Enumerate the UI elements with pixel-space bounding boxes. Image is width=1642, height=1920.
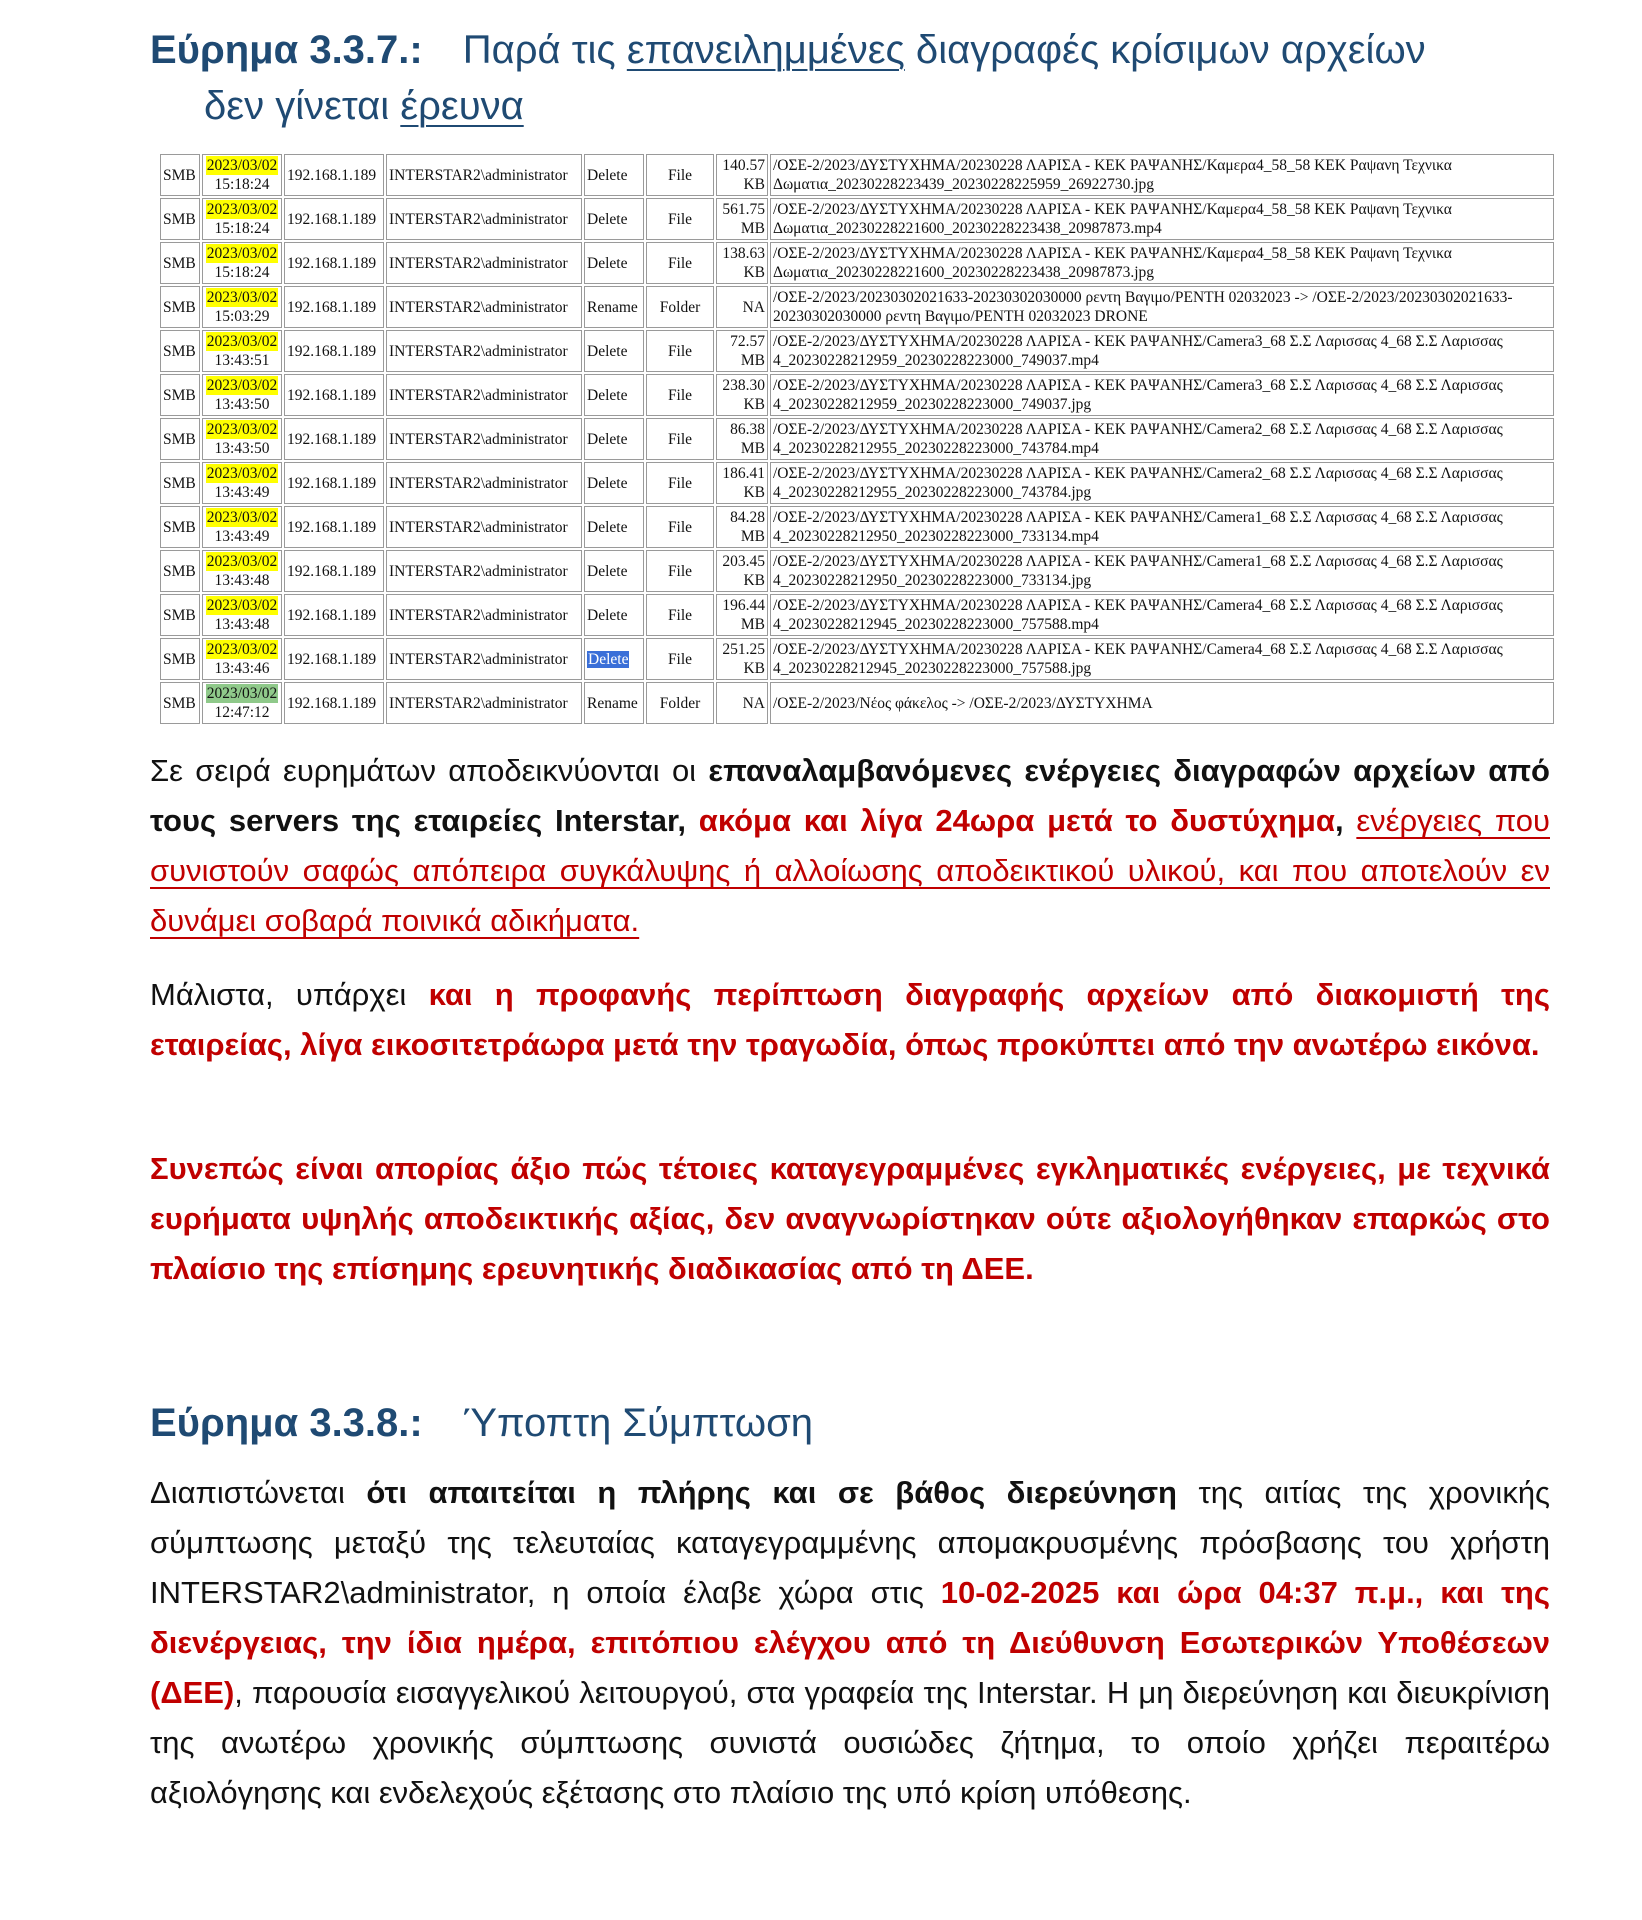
finding-label: Εύρημα 3.3.7.: [150, 28, 423, 72]
size-cell [716, 418, 768, 460]
size-cell [716, 550, 768, 592]
ip-cell: 192.168.1.189 [284, 330, 384, 372]
time-text: 15:03:29 [214, 308, 270, 325]
ip-cell: 192.168.1.189 [284, 550, 384, 592]
table-row [160, 242, 1554, 284]
date-highlight: 2023/03/02 [206, 333, 278, 350]
size-unit: MB [740, 352, 765, 369]
ip-cell: 192.168.1.189 [284, 374, 384, 416]
path-line2: Δωματια_20230228221600_20230228223438_20987873.mp4 [773, 220, 1162, 237]
table-row [160, 286, 1554, 328]
action-cell [584, 506, 644, 548]
path-line2: 4_20230228212945_20230228223000_757588.mp4 [773, 616, 1099, 633]
type-cell: File [646, 550, 714, 592]
size-value: 561.75 [722, 201, 765, 218]
path-line1: /ΟΣΕ-2/2023/ΔΥΣΤΥΧΗΜΑ/20230228 ΛΑΡΙΣΑ - ΚΕΚ ΡΑΨΑΝΗΣ/Camera2_68 Σ.Σ Λαρισσας 4_68 Σ.Σ Λαρισσας [773, 421, 1503, 438]
size-cell [716, 154, 768, 196]
path-line1: /ΟΣΕ-2/2023/20230302021633-20230302030000 ρεντη Βαγιμο/PENTH 02032023 -> /ΟΣΕ-2/2023/20230302021633- [773, 289, 1513, 306]
finding-title-line2: δεν γίνεται έρευνα [204, 84, 524, 128]
action-cell [584, 594, 644, 636]
path-cell [770, 638, 1554, 680]
finding-label: Εύρημα 3.3.8.: [150, 1401, 423, 1445]
timestamp-cell [202, 550, 282, 592]
path-cell [770, 462, 1554, 504]
action-text: Delete [587, 562, 628, 580]
timestamp-cell [202, 154, 282, 196]
size-unit: KB [743, 484, 765, 501]
protocol-cell: SMB [160, 374, 200, 416]
path-line1: /ΟΣΕ-2/2023/ΔΥΣΤΥΧΗΜΑ/20230228 ΛΑΡΙΣΑ - ΚΕΚ ΡΑΨΑΝΗΣ/Camera3_68 Σ.Σ Λαρισσας 4_68 Σ.Σ Λαρισσας [773, 333, 1503, 350]
size-value: 196.44 [722, 597, 765, 614]
type-cell: File [646, 154, 714, 196]
user-cell: INTERSTAR2\administrator [386, 374, 582, 416]
table-row [160, 330, 1554, 372]
size-unit: KB [743, 660, 765, 677]
user-cell: INTERSTAR2\administrator [386, 682, 582, 724]
finding-heading-337 [150, 22, 1426, 134]
type-cell: File [646, 242, 714, 284]
time-text: 13:43:50 [214, 396, 270, 413]
size-cell [716, 506, 768, 548]
table-row [160, 198, 1554, 240]
type-cell: File [646, 374, 714, 416]
protocol-cell: SMB [160, 330, 200, 372]
path-line2: 4_20230228212950_20230228223000_733134.mp4 [773, 528, 1099, 545]
ip-cell: 192.168.1.189 [284, 286, 384, 328]
type-cell: File [646, 330, 714, 372]
size-cell [716, 198, 768, 240]
size-unit: MB [740, 528, 765, 545]
action-cell [584, 286, 644, 328]
path-cell [770, 506, 1554, 548]
table-row [160, 682, 1554, 724]
date-highlight: 2023/03/02 [206, 377, 278, 394]
timestamp-cell [202, 594, 282, 636]
action-text: Delete [587, 386, 628, 404]
ip-cell: 192.168.1.189 [284, 418, 384, 460]
log-table [158, 152, 1556, 726]
size-unit: KB [743, 264, 765, 281]
path-line2: 4_20230228212950_20230228223000_733134.jpg [773, 572, 1092, 589]
path-line2: 4_20230228212959_20230228223000_749037.jpg [773, 396, 1092, 413]
table-row [160, 638, 1554, 680]
size-cell [716, 594, 768, 636]
timestamp-cell [202, 418, 282, 460]
user-cell: INTERSTAR2\administrator [386, 330, 582, 372]
path-cell [770, 594, 1554, 636]
timestamp-cell [202, 330, 282, 372]
date-highlight: 2023/03/02 [206, 509, 278, 526]
date-highlight: 2023/03/02 [206, 157, 278, 174]
time-text: 12:47:12 [214, 704, 270, 721]
action-text: Delete [588, 650, 629, 668]
user-cell: INTERSTAR2\administrator [386, 638, 582, 680]
protocol-cell: SMB [160, 462, 200, 504]
time-text: 15:18:24 [214, 220, 270, 237]
time-text: 13:43:49 [214, 484, 270, 501]
size-unit: KB [743, 396, 765, 413]
table-row [160, 154, 1554, 196]
type-cell: File [646, 462, 714, 504]
user-cell: INTERSTAR2\administrator [386, 154, 582, 196]
path-line2: 20230302030000 ρεντη Βαγιμο/PENTH 02032023 DRONE [773, 308, 1148, 325]
size-cell [716, 330, 768, 372]
action-text: Delete [587, 430, 628, 448]
user-cell: INTERSTAR2\administrator [386, 242, 582, 284]
size-unit: MB [740, 616, 765, 633]
date-highlight: 2023/03/02 [206, 685, 278, 702]
ip-cell: 192.168.1.189 [284, 242, 384, 284]
size-cell [716, 242, 768, 284]
user-cell: INTERSTAR2\administrator [386, 506, 582, 548]
date-highlight: 2023/03/02 [206, 597, 278, 614]
ip-cell: 192.168.1.189 [284, 198, 384, 240]
user-cell: INTERSTAR2\administrator [386, 594, 582, 636]
table-row [160, 594, 1554, 636]
path-cell [770, 374, 1554, 416]
size-value: 140.57 [722, 157, 765, 174]
time-text: 13:43:46 [214, 660, 270, 677]
type-cell: File [646, 638, 714, 680]
path-line2: 4_20230228212955_20230228223000_743784.mp4 [773, 440, 1099, 457]
size-cell [716, 682, 768, 724]
path-line2: 4_20230228212945_20230228223000_757588.jpg [773, 660, 1092, 677]
paragraph-suspicious-coincidence: Διαπιστώνεται ότι απαιτείται η πλήρης και σε βάθος διερεύνηση της αιτίας της χρονικής σύμπτωσης μεταξύ της τελευταίας καταγεγραμμένης απομακρυσμένης πρόσβασης του χρήστη INTERSTAR2\administrator, η οποία έλαβε χώρα στις 10-02-2025 και ώρα 04:37 π.μ., και της διενέργειας, την ίδια ημέρα, επιτόπιου ελέγχου από τη Διεύθυνση Εσωτερικών Υποθέσεων (ΔΕΕ), παρουσία εισαγγελικού λειτουργού, στα γραφεία της Interstar. Η μη διερεύνηση και διευκρίνιση της ανωτέρω χρονικής σύμπτωσης συνιστά ουσιώδες ζήτημα, το οποίο χρήζει περαιτέρω αξιολόγησης και ενδελεχούς εξέτασης στο πλαίσιο της υπό κρίση υπόθεσης. [150, 1475, 1550, 1810]
table-row [160, 550, 1554, 592]
date-highlight: 2023/03/02 [206, 201, 278, 218]
path-cell [770, 682, 1554, 724]
table-row [160, 374, 1554, 416]
path-line1: /ΟΣΕ-2/2023/ΔΥΣΤΥΧΗΜΑ/20230228 ΛΑΡΙΣΑ - ΚΕΚ ΡΑΨΑΝΗΣ/Camera1_68 Σ.Σ Λαρισσας 4_68 Σ.Σ Λαρισσας [773, 553, 1503, 570]
user-cell: INTERSTAR2\administrator [386, 286, 582, 328]
size-value: NA [742, 694, 765, 712]
path-cell [770, 242, 1554, 284]
table-row [160, 462, 1554, 504]
path-line1: /ΟΣΕ-2/2023/Νέος φάκελος -> /ΟΣΕ-2/2023/ΔΥΣΤΥΧΗΜΑ [773, 694, 1153, 712]
action-text: Delete [587, 518, 628, 536]
size-unit: KB [743, 176, 765, 193]
path-cell [770, 154, 1554, 196]
time-text: 13:43:48 [214, 572, 270, 589]
date-highlight: 2023/03/02 [206, 465, 278, 482]
path-line2: 4_20230228212959_20230228223000_749037.mp4 [773, 352, 1099, 369]
size-value: 203.45 [722, 553, 765, 570]
action-text: Rename [587, 694, 638, 712]
action-cell [584, 550, 644, 592]
date-highlight: 2023/03/02 [206, 553, 278, 570]
type-cell: File [646, 198, 714, 240]
ip-cell: 192.168.1.189 [284, 506, 384, 548]
type-cell: File [646, 594, 714, 636]
action-cell [584, 198, 644, 240]
path-line1: /ΟΣΕ-2/2023/ΔΥΣΤΥΧΗΜΑ/20230228 ΛΑΡΙΣΑ - ΚΕΚ ΡΑΨΑΝΗΣ/Καμερα4_58_58 ΚΕΚ Ραψανη Τεχνικα [773, 245, 1452, 262]
path-line1: /ΟΣΕ-2/2023/ΔΥΣΤΥΧΗΜΑ/20230228 ΛΑΡΙΣΑ - ΚΕΚ ΡΑΨΑΝΗΣ/Camera2_68 Σ.Σ Λαρισσας 4_68 Σ.Σ Λαρισσας [773, 465, 1503, 482]
time-text: 13:43:51 [214, 352, 270, 369]
action-text: Delete [587, 210, 628, 228]
finding-title: Παρά τις επανειλημμένες διαγραφές κρίσιμων αρχείων [462, 28, 1426, 72]
action-cell [584, 682, 644, 724]
time-text: 15:18:24 [214, 264, 270, 281]
size-unit: MB [740, 220, 765, 237]
action-text: Delete [587, 606, 628, 624]
ip-cell: 192.168.1.189 [284, 462, 384, 504]
timestamp-cell [202, 286, 282, 328]
action-cell [584, 242, 644, 284]
type-cell: Folder [646, 286, 714, 328]
size-value: 86.38 [730, 421, 765, 438]
action-cell [584, 330, 644, 372]
action-cell [584, 462, 644, 504]
size-value: 84.28 [730, 509, 765, 526]
size-value: 72.57 [730, 333, 765, 350]
action-text: Rename [587, 298, 638, 316]
size-value: NA [742, 298, 765, 316]
size-cell [716, 462, 768, 504]
protocol-cell: SMB [160, 594, 200, 636]
size-value: 138.63 [722, 245, 765, 262]
ip-cell: 192.168.1.189 [284, 154, 384, 196]
timestamp-cell [202, 462, 282, 504]
protocol-cell: SMB [160, 198, 200, 240]
paragraph-deletions: Σε σειρά ευρημάτων αποδεικνύονται οι επαναλαμβανόμενες ενέργειες διαγραφών αρχείων από τους servers της εταιρείες Interstar, ακόμα και λίγα 24ωρα μετά το δυστύχημα, ενέργειες που συνιστούν σαφώς απόπειρα συγκάλυψης ή αλλοίωσης αποδεικτικού υλικού, και που αποτελούν εν δυνάμει σοβαρά ποινικά αδικήματα. [150, 753, 1550, 938]
size-unit: MB [740, 440, 765, 457]
timestamp-cell [202, 242, 282, 284]
type-cell: Folder [646, 682, 714, 724]
size-cell [716, 286, 768, 328]
timestamp-cell [202, 198, 282, 240]
path-line1: /ΟΣΕ-2/2023/ΔΥΣΤΥΧΗΜΑ/20230228 ΛΑΡΙΣΑ - ΚΕΚ ΡΑΨΑΝΗΣ/Καμερα4_58_58 ΚΕΚ Ραψανη Τεχνικα [773, 157, 1452, 174]
protocol-cell: SMB [160, 682, 200, 724]
file-activity-log [158, 152, 1556, 726]
timestamp-cell [202, 506, 282, 548]
path-line1: /ΟΣΕ-2/2023/ΔΥΣΤΥΧΗΜΑ/20230228 ΛΑΡΙΣΑ - ΚΕΚ ΡΑΨΑΝΗΣ/Camera4_68 Σ.Σ Λαρισσας 4_68 Σ.Σ Λαρισσας [773, 641, 1503, 658]
action-cell [584, 154, 644, 196]
size-value: 238.30 [722, 377, 765, 394]
type-cell: File [646, 506, 714, 548]
ip-cell: 192.168.1.189 [284, 638, 384, 680]
paragraph-obvious-case: Μάλιστα, υπάρχει και η προφανής περίπτωση διαγραφής αρχείων από διακομιστή της εταιρείας, λίγα εικοσιτετράωρα μετά την τραγωδία, όπως προκύπτει από την ανωτέρω εικόνα. [150, 977, 1550, 1062]
path-line2: 4_20230228212955_20230228223000_743784.jpg [773, 484, 1092, 501]
path-cell [770, 198, 1554, 240]
path-line1: /ΟΣΕ-2/2023/ΔΥΣΤΥΧΗΜΑ/20230228 ΛΑΡΙΣΑ - ΚΕΚ ΡΑΨΑΝΗΣ/Καμερα4_58_58 ΚΕΚ Ραψανη Τεχνικα [773, 201, 1452, 218]
ip-cell: 192.168.1.189 [284, 682, 384, 724]
action-cell [584, 638, 644, 680]
date-highlight: 2023/03/02 [206, 641, 278, 658]
table-row [160, 418, 1554, 460]
time-text: 13:43:48 [214, 616, 270, 633]
timestamp-cell [202, 374, 282, 416]
timestamp-cell [202, 682, 282, 724]
path-line2: Δωματια_20230228223439_20230228225959_26922730.jpg [773, 176, 1155, 193]
date-highlight: 2023/03/02 [206, 245, 278, 262]
ip-cell: 192.168.1.189 [284, 594, 384, 636]
size-unit: KB [743, 572, 765, 589]
user-cell: INTERSTAR2\administrator [386, 198, 582, 240]
time-text: 13:43:50 [214, 440, 270, 457]
path-cell [770, 330, 1554, 372]
time-text: 13:43:49 [214, 528, 270, 545]
path-line1: /ΟΣΕ-2/2023/ΔΥΣΤΥΧΗΜΑ/20230228 ΛΑΡΙΣΑ - ΚΕΚ ΡΑΨΑΝΗΣ/Camera4_68 Σ.Σ Λαρισσας 4_68 Σ.Σ Λαρισσας [773, 597, 1503, 614]
finding-heading-338 [150, 1395, 813, 1451]
table-row [160, 506, 1554, 548]
action-text: Delete [587, 254, 628, 272]
date-highlight: 2023/03/02 [206, 289, 278, 306]
size-value: 186.41 [722, 465, 765, 482]
protocol-cell: SMB [160, 550, 200, 592]
type-cell: File [646, 418, 714, 460]
protocol-cell: SMB [160, 242, 200, 284]
protocol-cell: SMB [160, 638, 200, 680]
size-value: 251.25 [722, 641, 765, 658]
action-cell [584, 374, 644, 416]
user-cell: INTERSTAR2\administrator [386, 462, 582, 504]
finding-title: Ύποπτη Σύμπτωση [462, 1401, 814, 1445]
size-cell [716, 374, 768, 416]
protocol-cell: SMB [160, 418, 200, 460]
time-text: 15:18:24 [214, 176, 270, 193]
timestamp-cell [202, 638, 282, 680]
user-cell: INTERSTAR2\administrator [386, 550, 582, 592]
protocol-cell: SMB [160, 286, 200, 328]
action-text: Delete [587, 166, 628, 184]
action-text: Delete [587, 474, 628, 492]
path-cell [770, 550, 1554, 592]
path-cell [770, 286, 1554, 328]
path-cell [770, 418, 1554, 460]
path-line1: /ΟΣΕ-2/2023/ΔΥΣΤΥΧΗΜΑ/20230228 ΛΑΡΙΣΑ - ΚΕΚ ΡΑΨΑΝΗΣ/Camera1_68 Σ.Σ Λαρισσας 4_68 Σ.Σ Λαρισσας [773, 509, 1503, 526]
path-line1: /ΟΣΕ-2/2023/ΔΥΣΤΥΧΗΜΑ/20230228 ΛΑΡΙΣΑ - ΚΕΚ ΡΑΨΑΝΗΣ/Camera3_68 Σ.Σ Λαρισσας 4_68 Σ.Σ Λαρισσας [773, 377, 1503, 394]
path-line2: Δωματια_20230228221600_20230228223438_20987873.jpg [773, 264, 1155, 281]
paragraph-conclusion: Συνεπώς είναι απορίας άξιο πώς τέτοιες καταγεγραμμένες εγκληματικές ενέργειες, με τεχνικά ευρήματα υψηλής αποδεικτικής αξίας, δεν αναγνωρίστηκαν ούτε αξιολογήθηκαν επαρκώς στο πλαίσιο της επίσημης ερευνητικής διαδικασίας από τη ΔΕΕ. [150, 1151, 1550, 1286]
size-cell [716, 638, 768, 680]
action-text: Delete [587, 342, 628, 360]
protocol-cell: SMB [160, 154, 200, 196]
date-highlight: 2023/03/02 [206, 421, 278, 438]
action-cell [584, 418, 644, 460]
protocol-cell: SMB [160, 506, 200, 548]
user-cell: INTERSTAR2\administrator [386, 418, 582, 460]
